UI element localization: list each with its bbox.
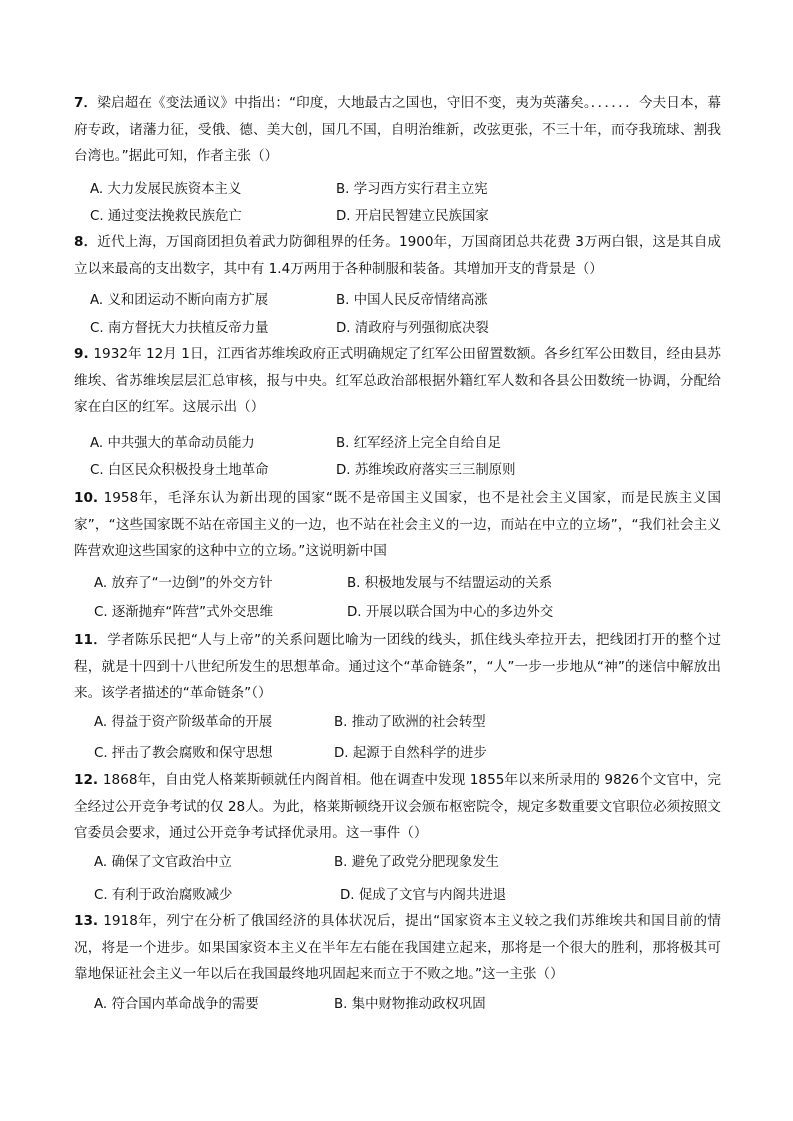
question-12-option-a[interactable]: A. 确保了文官政治中立 xyxy=(94,855,232,870)
question-7-option-b[interactable]: B. 学习西方实行君主立宪 xyxy=(336,182,488,197)
question-9-option-c[interactable]: C. 白区民众积极投身土地革命 xyxy=(90,463,269,478)
question-12-option-c[interactable]: C. 有利于政治腐败减少 xyxy=(94,888,233,903)
question-12-stem xyxy=(74,767,721,847)
question-7-option-a[interactable]: A. 大力发展民族资本主义 xyxy=(90,182,242,197)
question-8-text: 近代上海，万国商团担负着武力防御租界的任务。1900年，万国商团总共花费 3万两白银，这是其自成立以来最高的支出数字，其中有 1.4万两用于各种制服和装备。其增加开支的背景是（） xyxy=(74,234,721,277)
question-9-text: 1932年 12月 1日，江西省苏维埃政府正式明确规定了红军公田留置数额。各乡红军公田数目，经由县苏维埃、省苏维埃层层汇总审核，报与中央。红军总政治部根据外籍红军人数和各县公田数统一协调，分配给家在白区的红军。这展示出（） xyxy=(74,346,721,415)
question-10-number: 10. xyxy=(74,490,104,506)
question-8-stem xyxy=(74,229,721,282)
question-13-number: 13. xyxy=(74,913,104,929)
question-8-option-d[interactable]: D. 清政府与列强彻底决裂 xyxy=(336,321,489,336)
question-7-text: 梁启超在《变法通议》中指出：“印度，大地最古之国也，守旧不变，夷为英藩矣。．．．．．．今夫日本，幕府专政，诸藩力征，受俄、德、美大创，国几不国，自明治维新，改弦更张，不三十年，而夺我琉球、割我台湾也。”据此可知，作者主张（） xyxy=(74,95,721,164)
question-11-option-a[interactable]: A. 得益于资产阶级革命的开展 xyxy=(94,715,273,730)
question-10-option-d[interactable]: D. 开展以联合国为中心的多边外交 xyxy=(347,605,554,620)
question-8-option-b[interactable]: B. 中国人民反帝情绪高涨 xyxy=(336,293,488,308)
question-9-option-d[interactable]: D. 苏维埃政府落实三三制原则 xyxy=(336,463,516,478)
question-8-number: 8． xyxy=(74,234,98,250)
question-11-option-d[interactable]: D. 起源于自然科学的进步 xyxy=(334,746,487,761)
question-13-stem xyxy=(74,908,721,988)
question-13-text: 1918年，列宁在分析了俄国经济的具体状况后，提出“国家资本主义较之我们苏维埃共和国目前的情况，将是一个进步。如果国家资本主义在半年左右能在我国建立起来，那将是一个很大的胜利，那将极其可靠地保证社会主义一年以后在我国最终地巩固起来而立于不败之地。”这一主张（） xyxy=(74,913,721,982)
question-9-number: 9. xyxy=(74,346,94,362)
question-10-text: 1958年，毛泽东认为新出现的国家“既不是帝国主义国家，也不是社会主义国家，而是民族主义国家”，“这些国家既不站在帝国主义的一边，也不站在社会主义的一边，而站在中立的立场”，“我们社会主义阵营欢迎这些国家的这种中立的立场。”这说明新中国 xyxy=(74,490,721,559)
question-10-option-b[interactable]: B. 积极地发展与不结盟运动的关系 xyxy=(347,576,553,591)
question-9-option-a[interactable]: A. 中共强大的革命动员能力 xyxy=(90,436,255,451)
question-12-option-d[interactable]: D. 促成了文官与内阁共进退 xyxy=(340,888,507,903)
question-10-stem xyxy=(74,485,721,565)
question-10-option-c[interactable]: C. 逐渐抛弃“阵营”式外交思维 xyxy=(94,605,274,620)
question-7-stem xyxy=(74,90,721,170)
question-8-option-c[interactable]: C. 南方督抚大力扶植反帝力量 xyxy=(90,321,269,336)
question-11-option-c[interactable]: C. 抨击了教会腐败和保守思想 xyxy=(94,746,273,761)
question-10-option-a[interactable]: A. 放弃了“一边倒”的外交方针 xyxy=(94,576,273,591)
question-11-number: 11． xyxy=(74,632,108,648)
question-11-option-b[interactable]: B. 推动了欧洲的社会转型 xyxy=(334,715,486,730)
question-12-option-b[interactable]: B. 避免了政党分肥现象发生 xyxy=(334,855,499,870)
question-12-text: 1868年，自由党人格莱斯顿就任内阁首相。他在调查中发现 1855年以来所录用的 9826个文官中，完全经过公开竞争考试的仅 28人。为此，格莱斯顿绕开议会颁布枢密院令，规定多数重要文官职位必须按照文官委员会要求，通过公开竞争考试择优录用。这一事件（） xyxy=(74,772,721,841)
question-13-option-a[interactable]: A. 符合国内革命战争的需要 xyxy=(94,997,259,1012)
question-13-option-b[interactable]: B. 集中财物推动政权巩固 xyxy=(334,997,486,1012)
question-9-stem xyxy=(74,341,721,421)
question-7-number: 7． xyxy=(74,95,98,111)
question-9-option-b[interactable]: B. 红军经济上完全自给自足 xyxy=(336,436,501,451)
question-7-option-d[interactable]: D. 开启民智建立民族国家 xyxy=(336,209,489,224)
question-8-option-a[interactable]: A. 义和团运动不断向南方扩展 xyxy=(90,293,269,308)
question-12-number: 12. xyxy=(74,772,103,788)
question-7-option-c[interactable]: C. 通过变法挽救民族危亡 xyxy=(90,209,242,224)
question-11-text: 学者陈乐民把“人与上帝”的关系问题比喻为一团线的线头，抓住线头牵拉开去，把线团打开的整个过程，就是十四到十八世纪所发生的思想革命。通过这个“革命链条”，“人”一步一步地从“神”的迷信中解放出来。该学者描述的“革命链条”（） xyxy=(74,632,721,701)
question-11-stem xyxy=(74,627,721,707)
